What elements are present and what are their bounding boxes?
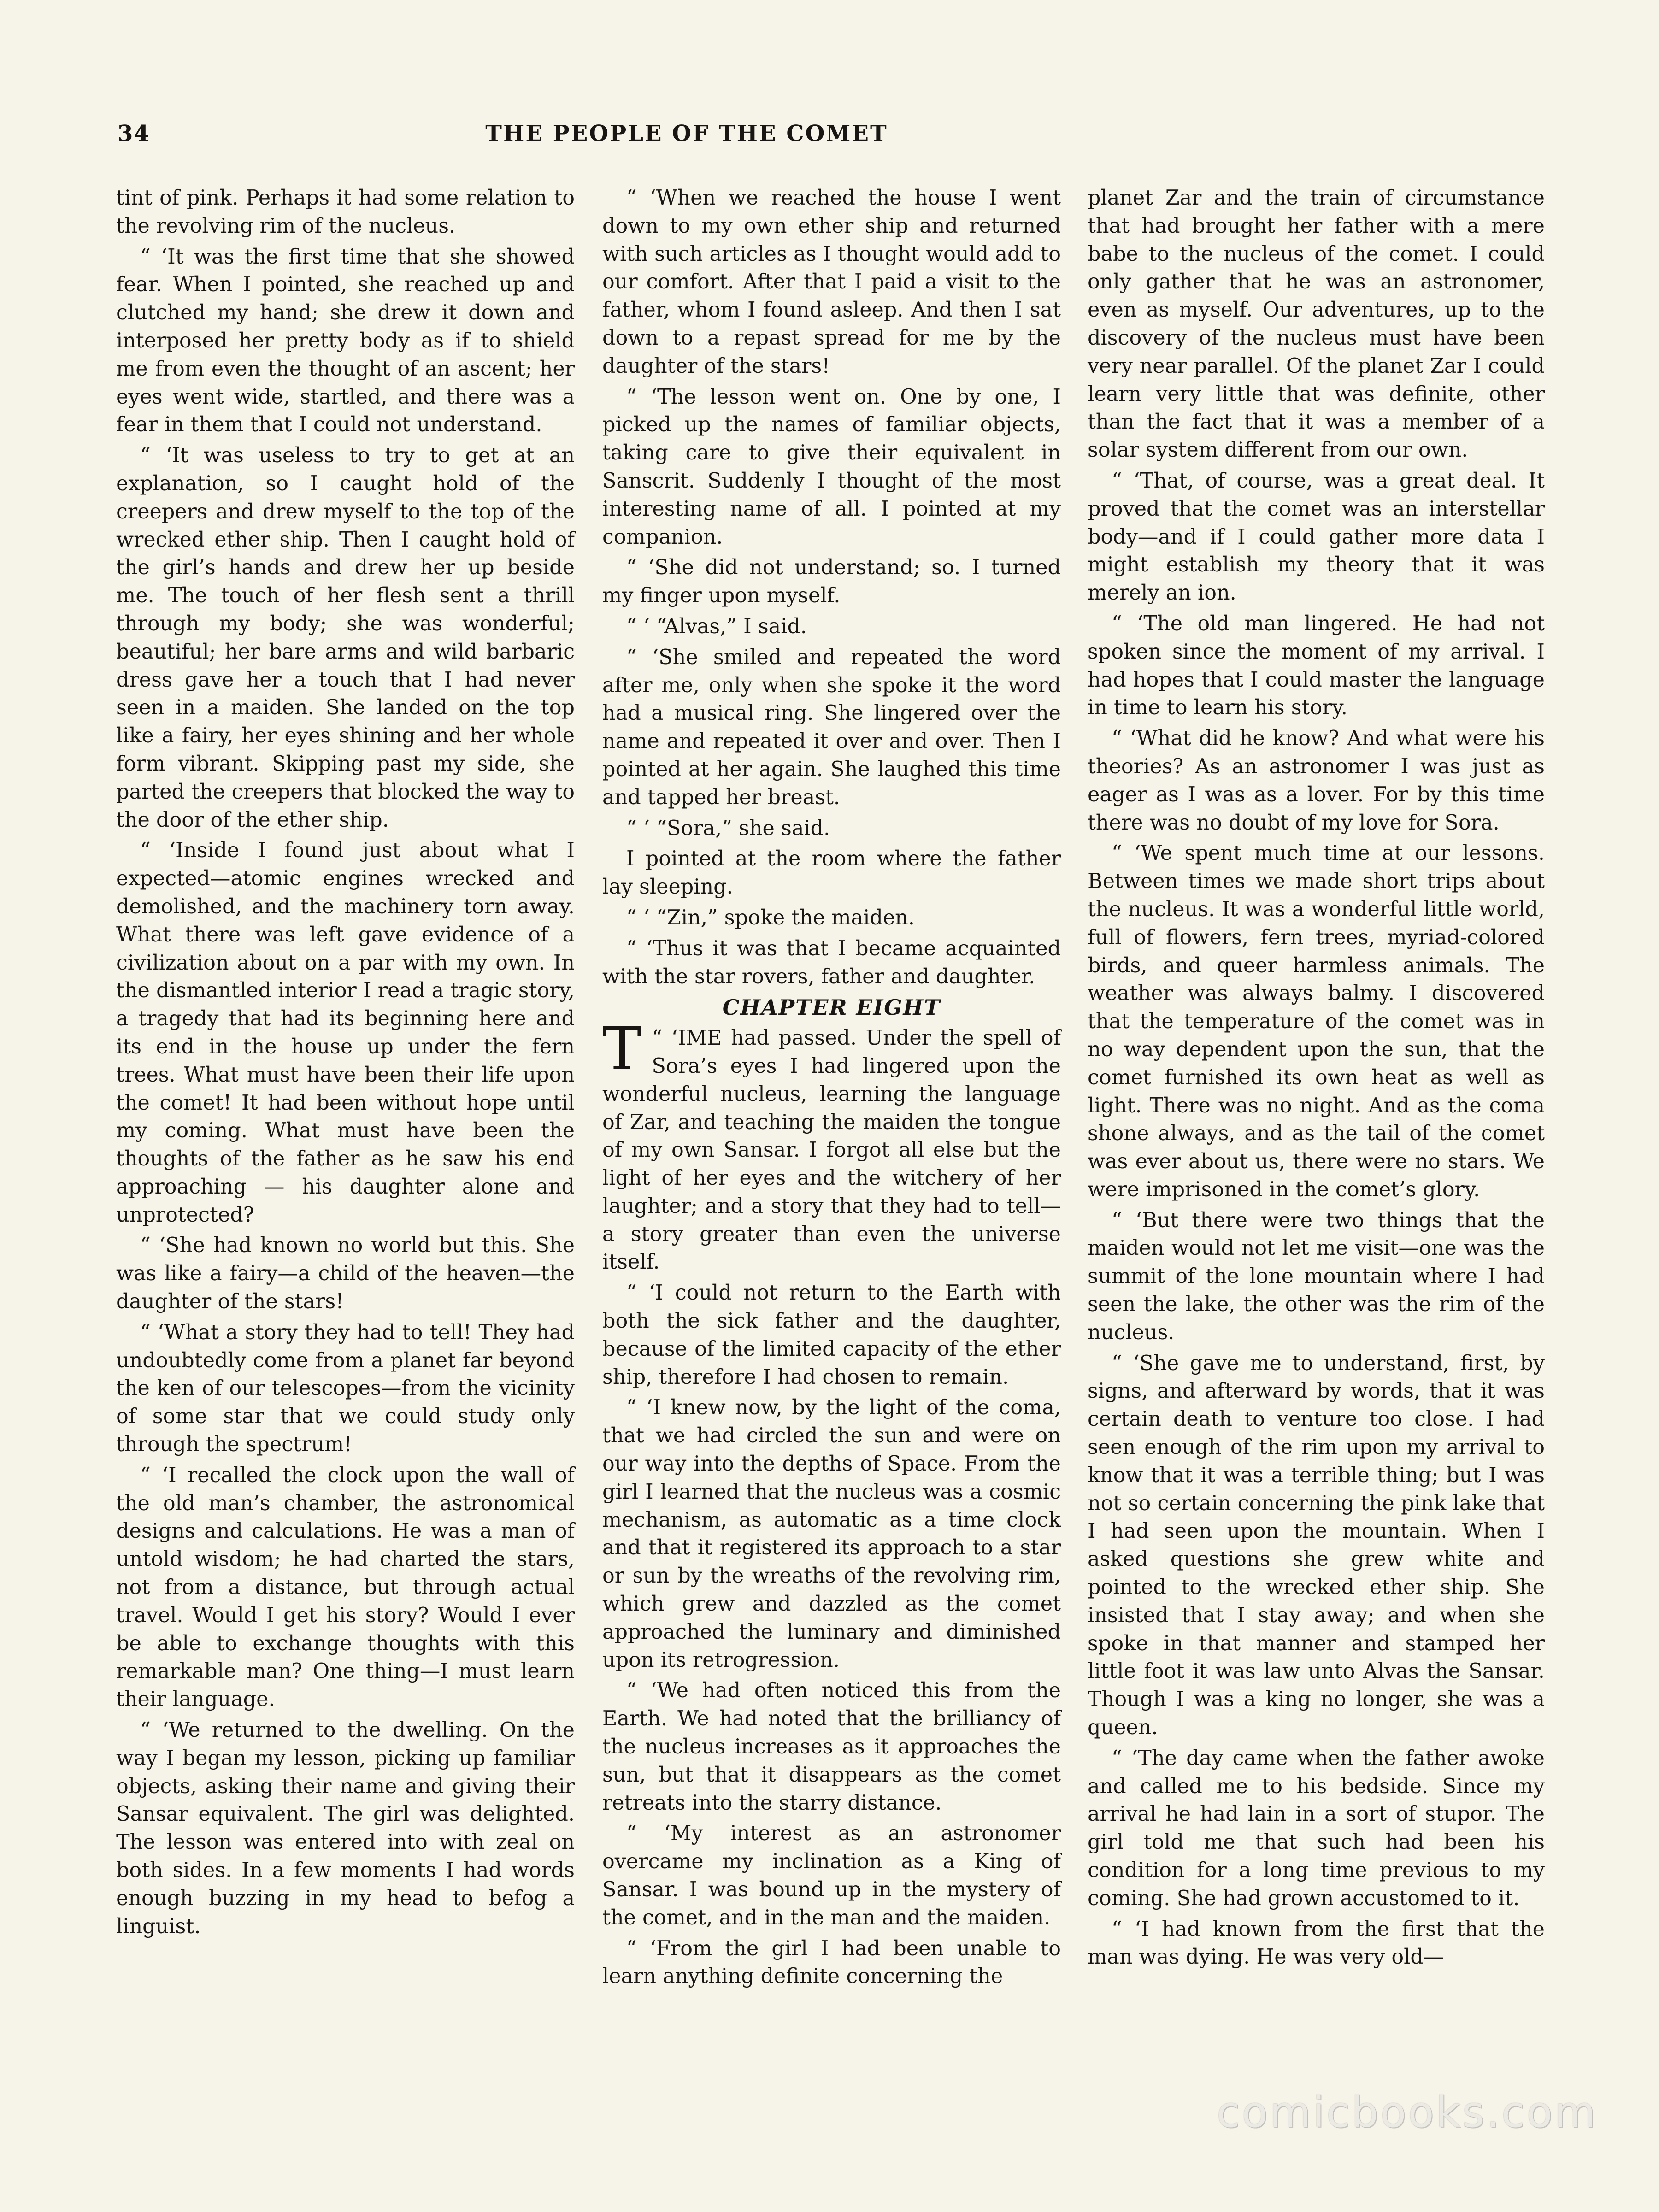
paragraph: “ ‘What did he know? And what were his theories? As an astronomer I was just as eager as I was as a lover. For by this time there was no doubt of my love for Sora.	[1088, 727, 1545, 835]
paragraph: “ ‘It was the first time that she showed fear. When I pointed, she reached up and clutched my hand; she drew it down and interposed her pretty body as if to shield me from even the thought of an ascent; her eyes went wide, startled, and there was a fear in them that I could not understand.	[116, 245, 575, 437]
chapter-opening-paragraph	[602, 1015, 1061, 1277]
paragraph: tint of pink. Perhaps it had some relation to the revolving rim of the nucleus.	[116, 186, 575, 238]
paragraph: “ ‘I recalled the clock upon the wall of the old man’s chamber, the astronomical designs and calculations. He was a man of untold wisdom; he had charted the stars, not from a distance, but through actual travel. Would I get his story? Would I ever be able to exchange thoughts with this remarkable man? One thing—I must learn their language.	[116, 1463, 575, 1712]
paragraph: “ ‘Thus it was that I became acquainted with the star rovers, father and daughter.	[602, 936, 1061, 988]
paragraph: “ ‘She gave me to understand, first, by signs, and afterward by words, that it was certain death to venture too close. I had seen enough of the rim upon my arrival to know that it was a terrible thing; but I was not so certain concerning the pink lake that I had seen upon the mountain. When I asked questions she grew white and pointed to the wrecked ether ship. She insisted that I stay away; and when she spoke in that manner and stamped her little foot it was law unto Alvas the Sansar. Though I was a king no longer, she was a queen.	[1088, 1351, 1545, 1740]
paragraph: “ ‘Inside I found just about what I expected—atomic engines wrecked and demolished, and the machinery torn away. What there was left gave evidence of a civilization about on a par with my own. In the dismantled interior I read a tragic story, a tragedy that had its beginning here and its end in the house up under the fern trees. What must have been their life upon the comet! It had been without hope until my coming. What must have been the thoughts of the father as he saw his end approaching — his daughter alone and unprotected?	[116, 839, 575, 1227]
paragraph: “ ‘What a story they had to tell! They had undoubtedly come from a planet far beyond the ken of our telescopes—from the vicinity of some star that we could study only through the spectrum!	[116, 1320, 575, 1457]
running-head: THE PEOPLE OF THE COMET	[485, 121, 888, 147]
page-number: 34	[118, 121, 150, 147]
paragraph: “ ‘ “Sora,” she said.	[626, 816, 830, 840]
paragraph: “ ‘She smiled and repeated the word after me, only when she spoke it the word had a musical ring. She lingered over the name and repeated it over and over. Then I pointed at her again. She laughed this time and tapped her breast.	[602, 645, 1061, 809]
paragraph: “ ‘We spent much time at our lessons. Between times we made short trips about the nucleus. It was a wonderful little world, full of flowers, fern trees, myriad-colored birds, and queer harmless animals. The weather was always balmy. I discovered that the temperature of the comet was in no way dependent upon the sun, that the comet furnished its own heat as well as light. There was no night. And as the coma shone always, and as the tail of the comet was ever about us, there were no stars. We were imprisoned in the comet’s glory.	[1088, 841, 1545, 1201]
paragraph: “ ‘ “Zin,” spoke the maiden.	[626, 906, 915, 930]
chapter-title: CHAPTER EIGHT	[722, 995, 941, 1020]
paragraph: “ ‘But there were two things that the maiden would not let me visit—one was the summit of the lone mountain where I had seen the lake, the other was the rim of the nucleus.	[1088, 1208, 1545, 1344]
paragraph: “ ‘My interest as an astronomer overcame my inclination as a King of Sansar. I was bound up in the mystery of the comet, and in the man and the maiden.	[602, 1822, 1061, 1930]
paragraph: “ ‘We returned to the dwelling. On the way I began my lesson, picking up familiar objects, asking their name and giving their Sansar equivalent. The girl was delighted. The lesson was entered into with zeal on both sides. In a few moments I had words enough buzzing in my head to befog a linguist.	[116, 1718, 575, 1938]
text-column-2	[602, 184, 1061, 1994]
opening-quote: “ ‘	[652, 1026, 678, 1050]
paragraph: “ ‘It was useless to try to get at an explanation, so I caught hold of the creepers and drew myself to the top of the wrecked ether ship. Then I caught hold of the girl’s hands and drew her up beside me. The touch of her flesh sent a thrill through my body; she was wonderful; beautiful; her bare arms and wild barbaric dress gave her a touch that I had never seen in a maiden. She landed on the top like a fairy, her eyes shining and her whole form vibrant. Skipping past my side, she parted the creepers that blocked the way to the door of the ether ship.	[116, 444, 575, 832]
paragraph: “ ‘I could not return to the Earth with both the sick father and the daughter, because of the limited capacity of the ether ship, therefore I had chosen to remain.	[602, 1281, 1061, 1389]
paragraph: “ ‘We had often noticed this from the Earth. We had noted that the brilliancy of the nucleus increases as it approaches the sun, but that it disappears as the comet retreats into the starry distance.	[602, 1679, 1061, 1815]
paragraph: “ ‘She had known no world but this. She was like a fairy—a child of the heaven—the daughter of the stars!	[116, 1234, 575, 1314]
paragraph: “ ‘The day came when the father awoke and called me to his bedside. Since my arrival he had lain in a sort of stupor. The girl told me that such had been his condition for a long time previous to my coming. She had grown accustomed to it.	[1088, 1746, 1545, 1910]
page-header	[118, 121, 1062, 158]
paragraph: “ ‘From the girl I had been unable to learn anything definite concerning the	[602, 1936, 1061, 1988]
text-column-3	[1088, 184, 1545, 1974]
chapter-opening-text: IME had passed. Under the spell of Sora’s eyes I had lingered upon the wonderful nucleus, learning the language of Zar, and teaching the maiden the tongue of my own Sansar. I forgot all else but the light of her eyes and the witchery of her laughter; and a story that they had to tell—a story greater than even the universe itself.	[602, 1026, 1061, 1274]
paragraph: “ ‘ “Alvas,” I said.	[626, 614, 807, 638]
paragraph: I pointed at the room where the father lay sleeping.	[602, 847, 1061, 899]
text-column-1	[116, 184, 575, 1943]
paragraph: “ ‘I had known from the first that the man was dying. He was very old—	[1088, 1917, 1545, 1969]
paragraph: “ ‘The old man lingered. He had not spoken since the moment of my arrival. I had hopes that I could master the language in time to learn his story.	[1088, 612, 1545, 720]
paragraph: “ ‘That, of course, was a great deal. It proved that the comet was an interstellar body—and if I could gather more data I might establish my theory that it was merely an ion.	[1088, 469, 1545, 605]
paragraph: “ ‘I knew now, by the light of the coma, that we had circled the sun and were on our way into the depths of Space. From the girl I learned that the nucleus was a cosmic mechanism, as automatic as a time clock and that it registered its approach to a star or sun by the wreaths of the revolving rim, which grew and dazzled as the comet approached the luminary and diminished upon its retrogression.	[602, 1396, 1061, 1672]
paragraph: planet Zar and the train of circumstance that had brought her father with a mere babe to the nucleus of the comet. I could only gather that he was an astronomer, even as myself. Our adventures, up to the discovery of the nucleus must have been very near parallel. Of the planet Zar I could learn very little that was definite, other than the fact that it was a member of a solar system different from our own.	[1088, 186, 1545, 462]
paragraph: “ ‘The lesson went on. One by one, I picked up the names of familiar objects, taking care to give their equivalent in Sanscrit. Suddenly I thought of the most interesting name of all. I pointed at my companion.	[602, 385, 1061, 549]
paragraph: “ ‘She did not understand; so. I turned my finger upon myself.	[602, 556, 1061, 608]
drop-cap: T	[602, 1015, 642, 1084]
watermark: comicbooks.com	[1217, 2088, 1598, 2137]
paragraph: “ ‘When we reached the house I went down to my own ether ship and returned with such articles as I thought would add to our comfort. After that I paid a visit to the father, whom I found asleep. And then I sat down to a repast spread for me by the daughter of the stars!	[602, 186, 1061, 378]
